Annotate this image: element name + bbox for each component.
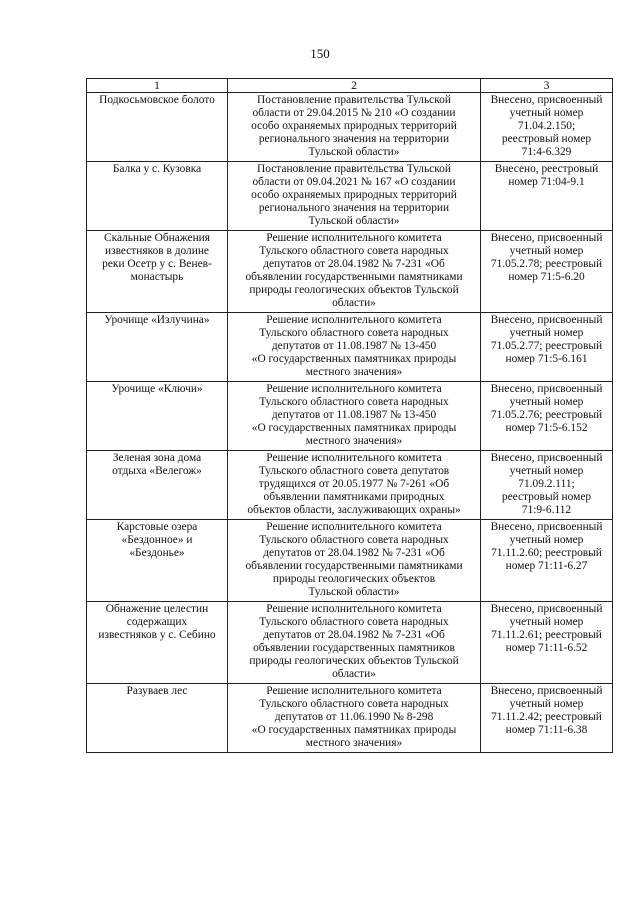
legal-document-cell: Постановление правительства Тульской области от 09.04.2021 № 167 «О создании особо охраняемых природных территорий регионального значения на территории Тульской области» xyxy=(228,162,481,231)
table-row xyxy=(87,313,613,382)
object-name-cell: Карстовые озера «Бездонное» и «Бездонье» xyxy=(87,520,228,602)
legal-document-cell: Решение исполнительного комитета Тульского областного совета народных депутатов от 11.08.1987 № 13-450 «О государственных памятниках природы местного значения» xyxy=(228,382,481,451)
legal-document-cell: Решение исполнительного комитета Тульского областного совета депутатов трудящихся от 20.05.1977 № 7-261 «Об объявлении памятниками природных объектов области, заслуживающих охраны» xyxy=(228,451,481,520)
legal-document-cell: Решение исполнительного комитета Тульского областного совета народных депутатов от 28.04.1982 № 7-231 «Об объявлении государственных памятников природы геологических объектов Тульской области» xyxy=(228,602,481,684)
object-name-cell: Зеленая зона дома отдыха «Велегож» xyxy=(87,451,228,520)
table-row xyxy=(87,684,613,753)
table-row xyxy=(87,520,613,602)
legal-document-cell: Постановление правительства Тульской области от 29.04.2015 № 210 «О создании особо охраняемых природных территорий регионального значения на территории Тульской области» xyxy=(228,93,481,162)
page-number: 150 xyxy=(310,46,330,61)
table-row xyxy=(87,231,613,313)
table-row xyxy=(87,93,613,162)
object-name-cell: Скальные Обнажения известняков в долине реки Осетр у с. Венев- монастырь xyxy=(87,231,228,313)
object-name-cell: Подкосьмовское болото xyxy=(87,93,228,162)
registry-status-cell: Внесено, присвоенный учетный номер 71.11.2.42; реестровый номер 71:11-6.38 xyxy=(481,684,613,753)
legal-document-cell: Решение исполнительного комитета Тульского областного совета народных депутатов от 11.08.1987 № 13-450 «О государственных памятниках природы местного значения» xyxy=(228,313,481,382)
registry-status-cell: Внесено, присвоенный учетный номер 71.05.2.78; реестровый номер 71:5-6.20 xyxy=(481,231,613,313)
table-header-row xyxy=(87,79,613,93)
registry-status-cell: Внесено, присвоенный учетный номер 71.04.2.150; реестровый номер 71:4-6.329 xyxy=(481,93,613,162)
registry-status-cell: Внесено, реестровый номер 71:04-9.1 xyxy=(481,162,613,231)
registry-status-cell: Внесено, присвоенный учетный номер 71.09.2.111; реестровый номер 71:9-6.112 xyxy=(481,451,613,520)
table-row xyxy=(87,162,613,231)
column-header-1: 1 xyxy=(87,79,228,93)
registry-table xyxy=(86,78,613,753)
column-header-2: 2 xyxy=(228,79,481,93)
object-name-cell: Урочище «Ключи» xyxy=(87,382,228,451)
registry-status-cell: Внесено, присвоенный учетный номер 71.05.2.76; реестровый номер 71:5-6.152 xyxy=(481,382,613,451)
table-row xyxy=(87,451,613,520)
object-name-cell: Балка у с. Кузовка xyxy=(87,162,228,231)
registry-status-cell: Внесено, присвоенный учетный номер 71.11.2.61; реестровый номер 71:11-6.52 xyxy=(481,602,613,684)
legal-document-cell: Решение исполнительного комитета Тульского областного совета народных депутатов от 11.06.1990 № 8-298 «О государственных памятниках природы местного значения» xyxy=(228,684,481,753)
registry-status-cell: Внесено, присвоенный учетный номер 71.11.2.60; реестровый номер 71:11-6.27 xyxy=(481,520,613,602)
column-header-3: 3 xyxy=(481,79,613,93)
legal-document-cell: Решение исполнительного комитета Тульского областного совета народных депутатов от 28.04.1982 № 7-231 «Об объявлении государственными памятниками природы геологических объектов Тульской области» xyxy=(228,520,481,602)
object-name-cell: Урочище «Излучина» xyxy=(87,313,228,382)
table-row xyxy=(87,382,613,451)
object-name-cell: Разуваев лес xyxy=(87,684,228,753)
table-row xyxy=(87,602,613,684)
object-name-cell: Обнажение целестин содержащих известняков у с. Себино xyxy=(87,602,228,684)
registry-status-cell: Внесено, присвоенный учетный номер 71.05.2.77; реестровый номер 71:5-6.161 xyxy=(481,313,613,382)
legal-document-cell: Решение исполнительного комитета Тульского областного совета народных депутатов от 28.04.1982 № 7-231 «Об объявлении государственными памятниками природы геологических объектов Тульской области» xyxy=(228,231,481,313)
